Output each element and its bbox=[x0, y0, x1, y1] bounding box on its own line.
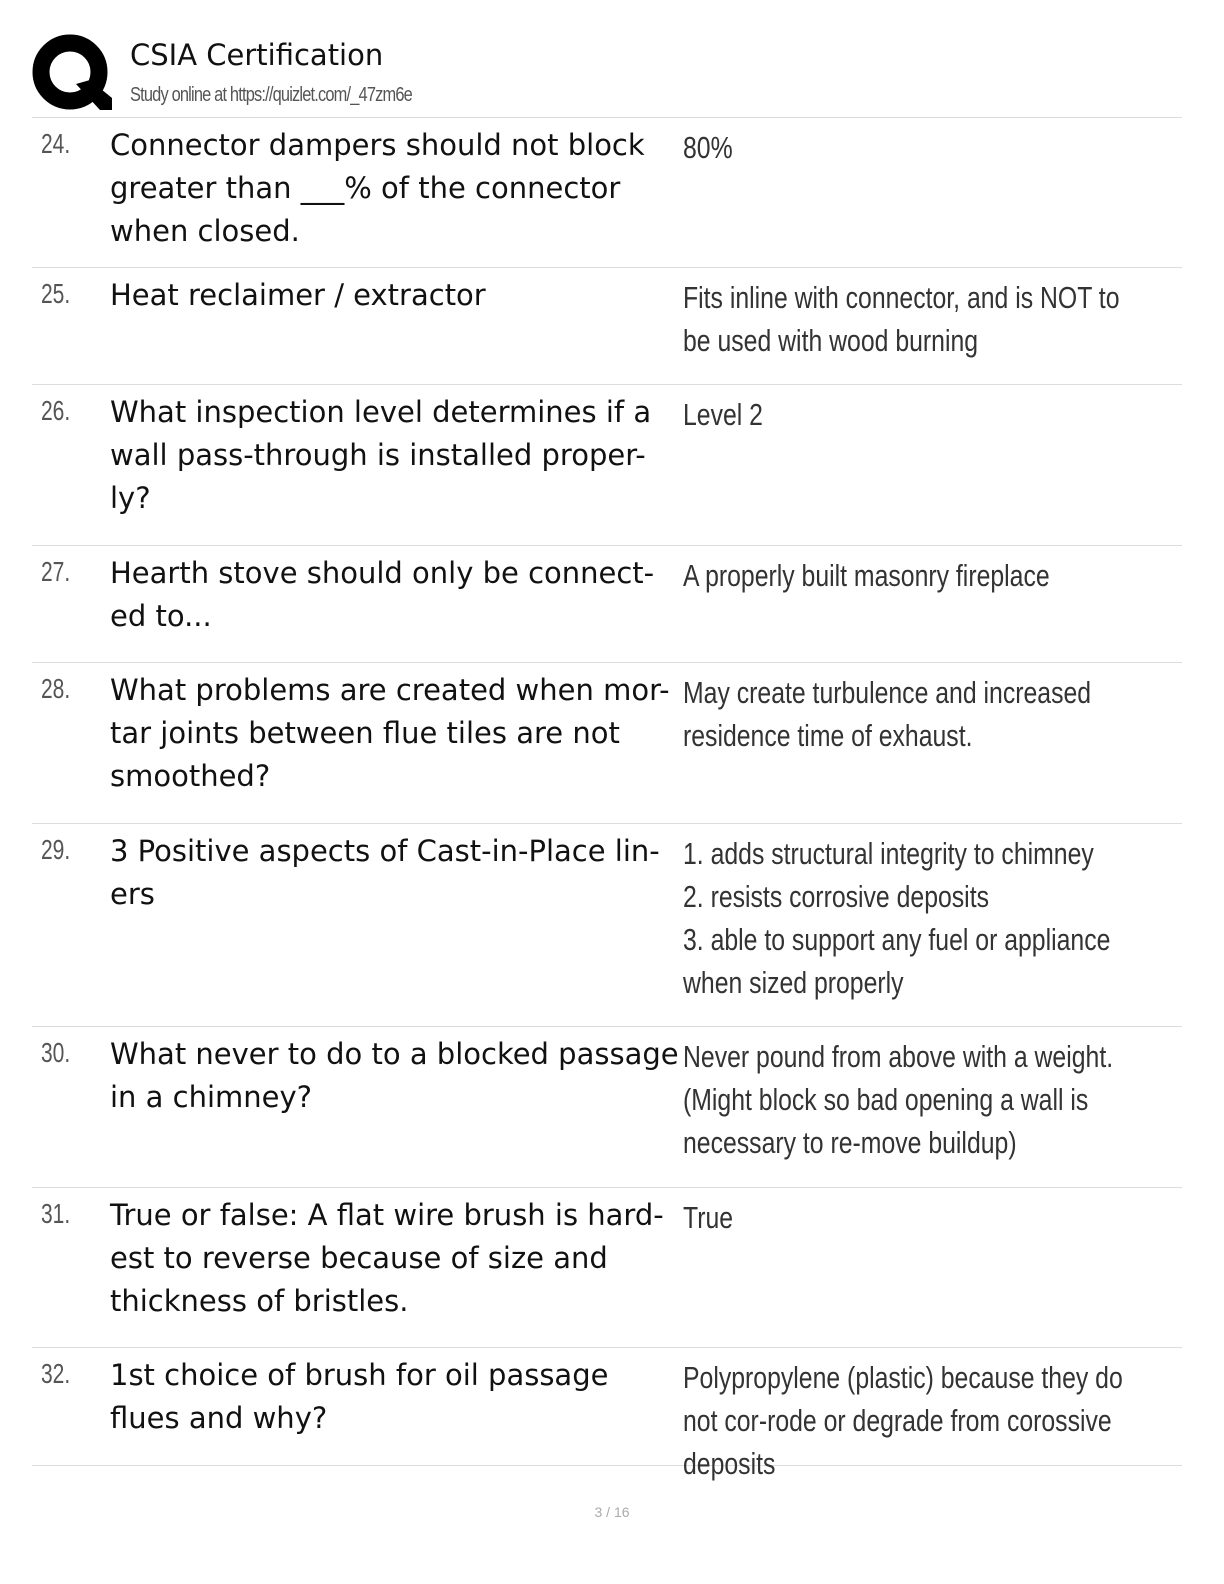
flashcard-row bbox=[32, 663, 1182, 824]
card-term: 3 Positive aspects of Cast-in-Place lin-ers bbox=[110, 834, 660, 911]
card-term: Heat reclaimer / extractor bbox=[110, 278, 486, 312]
quizlet-logo-icon bbox=[32, 34, 112, 114]
card-definition: True bbox=[683, 1200, 734, 1235]
flashcard-row bbox=[32, 118, 1182, 268]
flashcard-row bbox=[32, 385, 1182, 546]
page-number: 3 / 16 bbox=[594, 1504, 630, 1520]
flashcard-row bbox=[32, 1027, 1182, 1188]
card-term: Connector dampers should not block greater than ___% of the connector when closed. bbox=[110, 128, 645, 248]
card-definition: Level 2 bbox=[683, 397, 763, 432]
set-title: CSIA Certification bbox=[130, 38, 384, 72]
card-number: 30. bbox=[41, 1037, 71, 1068]
card-term: 1st choice of brush for oil passage flues and why? bbox=[110, 1358, 609, 1435]
card-term: True or false: A flat wire brush is hard-est to reverse because of size and thickness of bristles. bbox=[110, 1198, 664, 1318]
card-number: 26. bbox=[41, 395, 71, 426]
card-number: 29. bbox=[41, 834, 71, 865]
page-header bbox=[32, 34, 1182, 114]
card-term: What never to do to a blocked passage in a chimney? bbox=[110, 1037, 679, 1114]
card-definition: A properly built masonry fireplace bbox=[683, 558, 1050, 593]
card-definition: May create turbulence and increased residence time of exhaust. bbox=[683, 675, 1092, 753]
flashcard-list bbox=[32, 117, 1182, 1481]
card-definition: Never pound from above with a weight. (Might block so bad opening a wall is necessary to re-move buildup) bbox=[683, 1039, 1114, 1160]
flashcard-row bbox=[32, 546, 1182, 663]
card-number: 28. bbox=[41, 673, 71, 704]
card-term: What inspection level determines if a wall pass-through is installed proper-ly? bbox=[110, 395, 652, 515]
card-number: 31. bbox=[41, 1198, 71, 1229]
card-term: What problems are created when mor-tar joints between flue tiles are not smoothed? bbox=[110, 673, 670, 793]
card-number: 25. bbox=[41, 278, 71, 309]
card-number: 27. bbox=[41, 556, 71, 587]
flashcard-row bbox=[32, 1348, 1182, 1481]
card-definition: 80% bbox=[683, 130, 733, 165]
card-definition: Polypropylene (plastic) because they do not cor-rode or degrade from corossive deposits bbox=[683, 1360, 1123, 1481]
study-link[interactable]: Study online at https://quizlet.com/_47zm6e bbox=[130, 84, 412, 106]
flashcard-row bbox=[32, 268, 1182, 385]
flashcard-row bbox=[32, 824, 1182, 1027]
card-number: 32. bbox=[41, 1358, 71, 1389]
card-number: 24. bbox=[41, 128, 71, 159]
card-definition: 1. adds structural integrity to chimney 2. resists corrosive deposits 3. able to support any fuel or appliance when sized properly bbox=[683, 836, 1111, 1000]
flashcard-row bbox=[32, 1188, 1182, 1348]
card-definition: Fits inline with connector, and is NOT to be used with wood burning bbox=[683, 280, 1120, 358]
card-term: Hearth stove should only be connect-ed to... bbox=[110, 556, 655, 633]
